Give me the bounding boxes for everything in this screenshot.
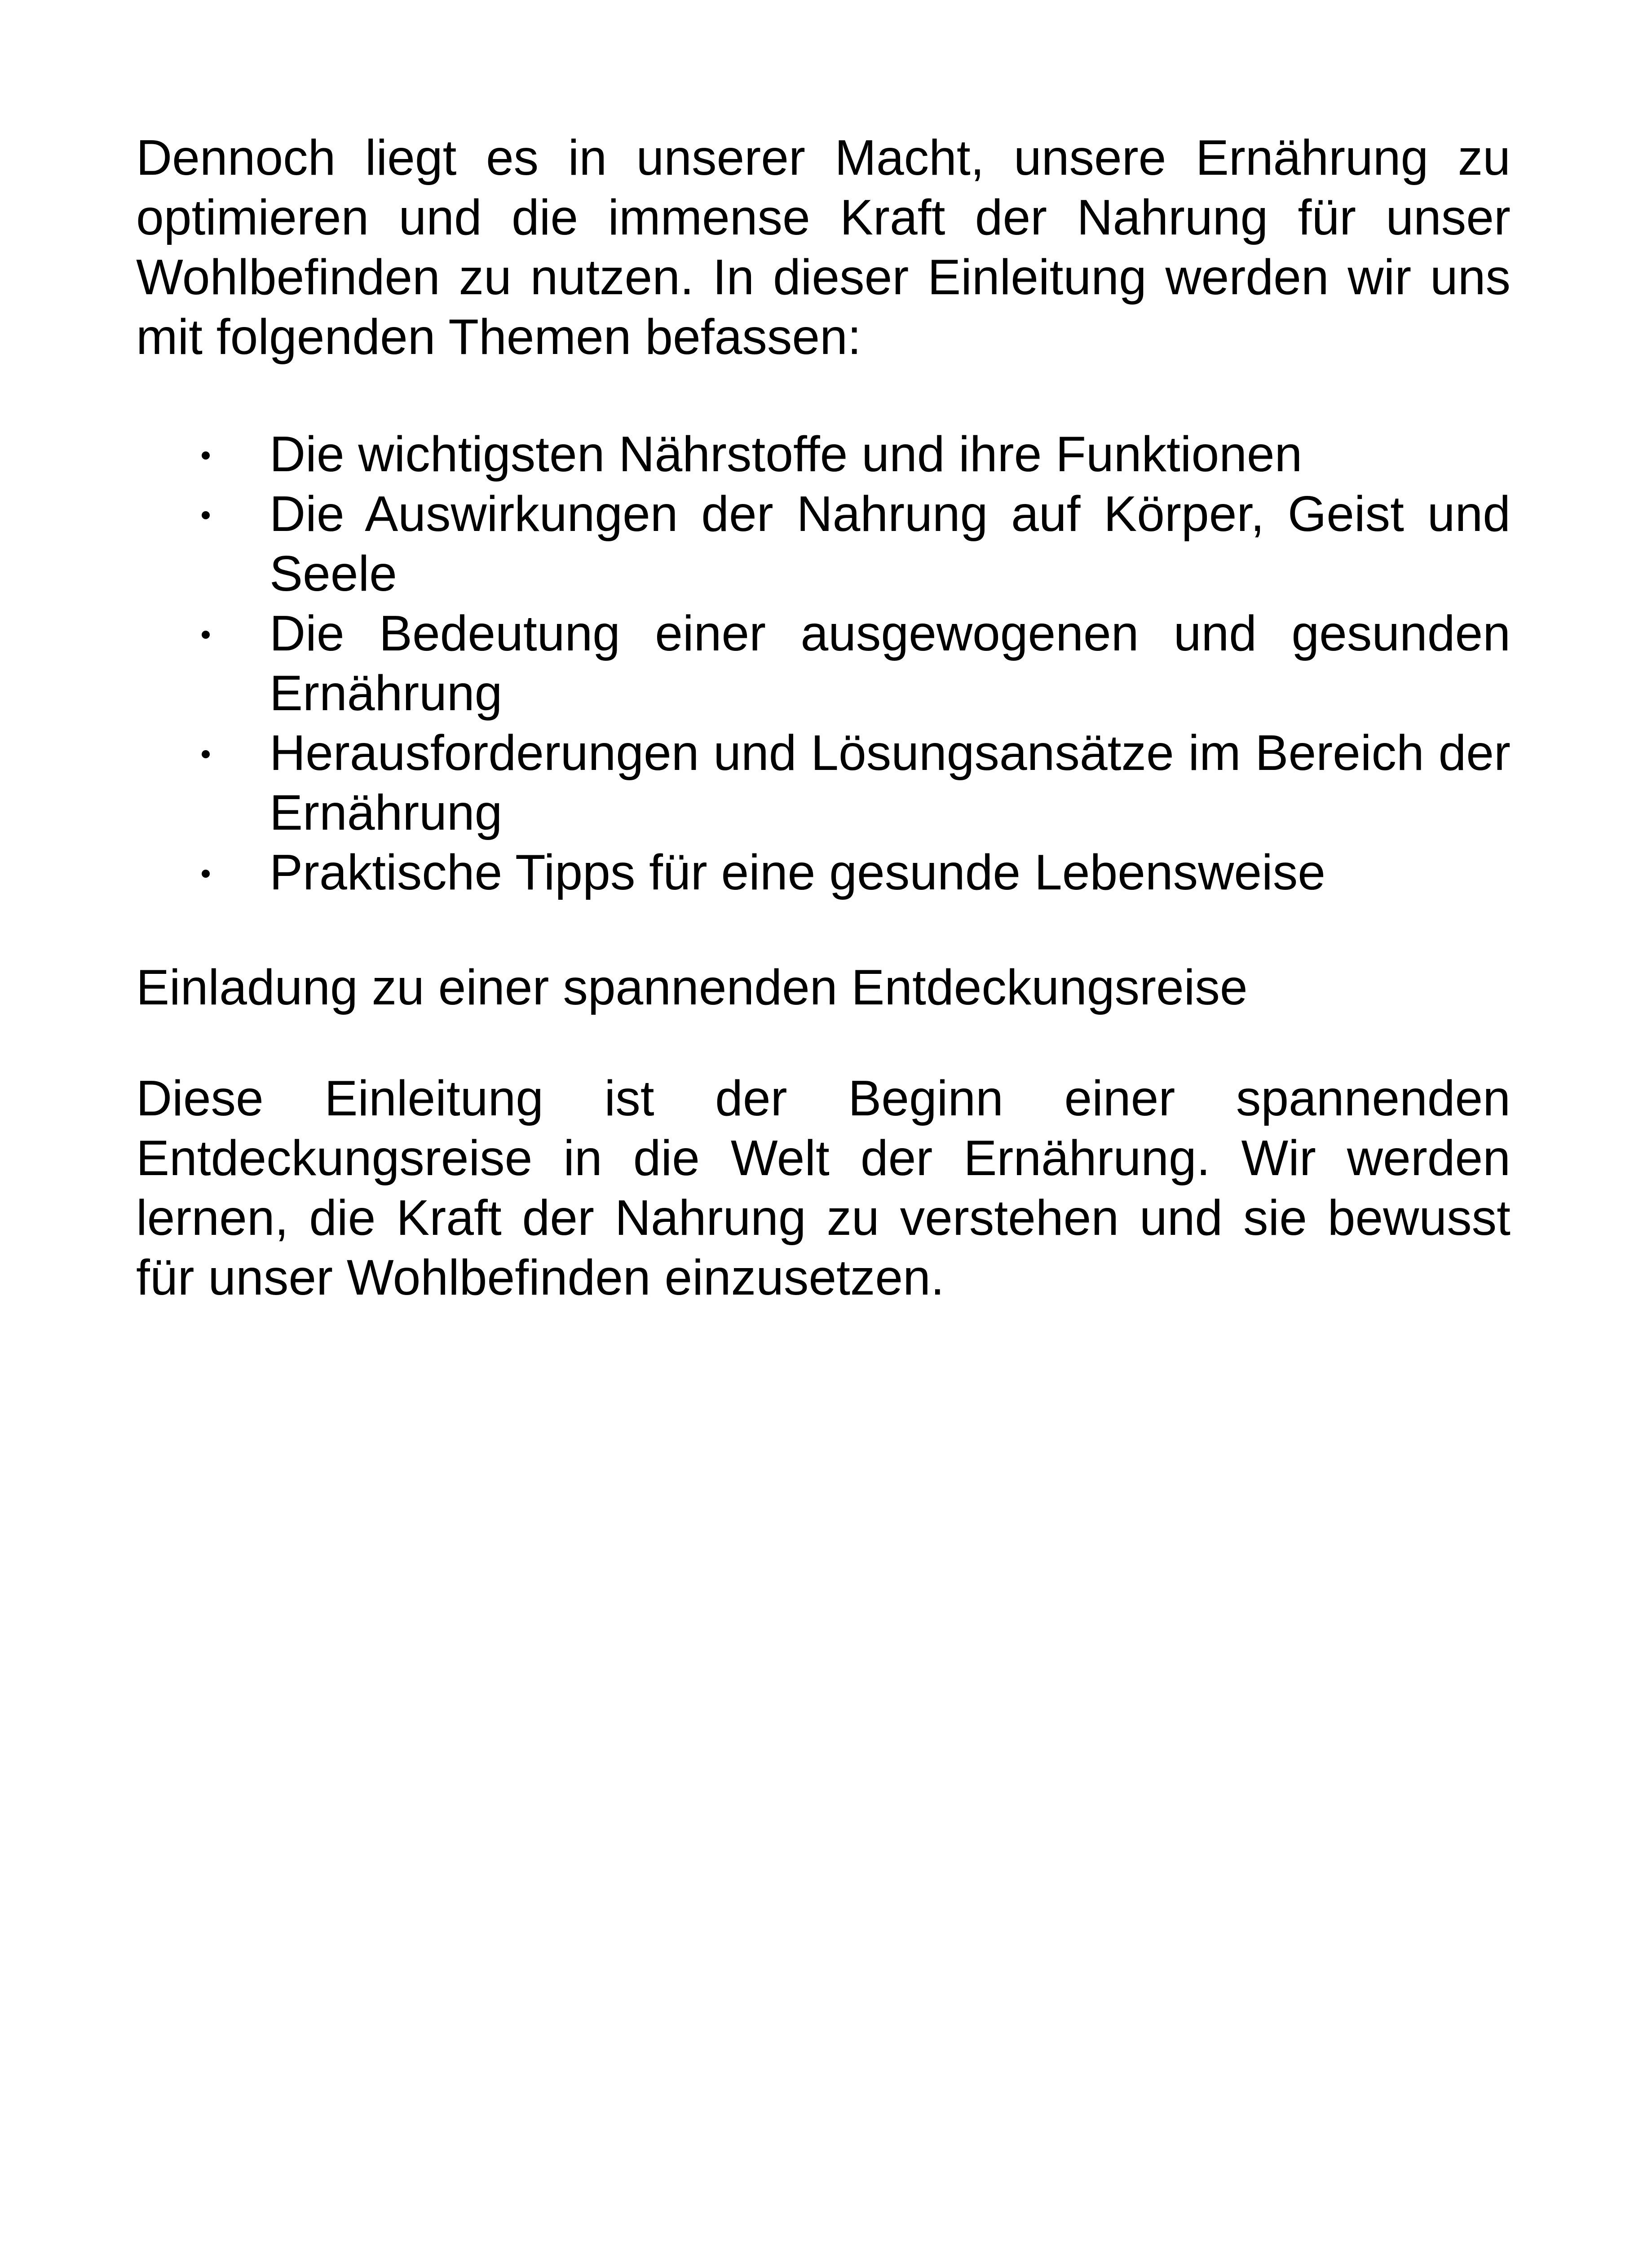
list-item-text: Die wichtigsten Nährstoffe und ihre Funktionen [269,426,1303,482]
bullet-icon [202,750,210,758]
topic-list [136,424,1511,902]
list-item-text: Herausforderungen und Lösungsansätze im Bereich der Ernährung [269,725,1511,840]
bullet-icon [202,870,210,878]
list-item [136,424,1511,484]
list-item [136,723,1511,843]
list-item-text: Die Bedeutung einer ausgewogenen und gesunden Ernährung [269,606,1511,721]
bullet-icon [202,511,210,519]
list-item-text: Die Auswirkungen der Nahrung auf Körper, Geist und Seele [269,486,1511,601]
bullet-icon [202,451,210,460]
list-item [136,843,1511,902]
closing-paragraph: Diese Einleitung ist der Beginn einer spannenden Entdeckungsreise in die Welt der Ernährung. Wir werden lernen, die Kraft der Nahrung zu verstehen und sie bewusst für unser Wohlbefinden einzusetzen. [136,1070,1511,1305]
page-content [136,128,1511,1308]
bullet-icon [202,631,210,639]
section-heading: Einladung zu einer spannenden Entdeckungsreise [136,959,1248,1015]
list-item [136,604,1511,723]
intro-paragraph: Dennoch liegt es in unserer Macht, unsere Ernährung zu optimieren und die immense Kraft der Nahrung für unser Wohlbefinden zu nutzen. In dieser Einleitung werden wir uns mit folgenden Themen befassen: [136,130,1511,365]
list-item [136,484,1511,604]
list-item-text: Praktische Tipps für eine gesunde Lebensweise [269,844,1325,900]
